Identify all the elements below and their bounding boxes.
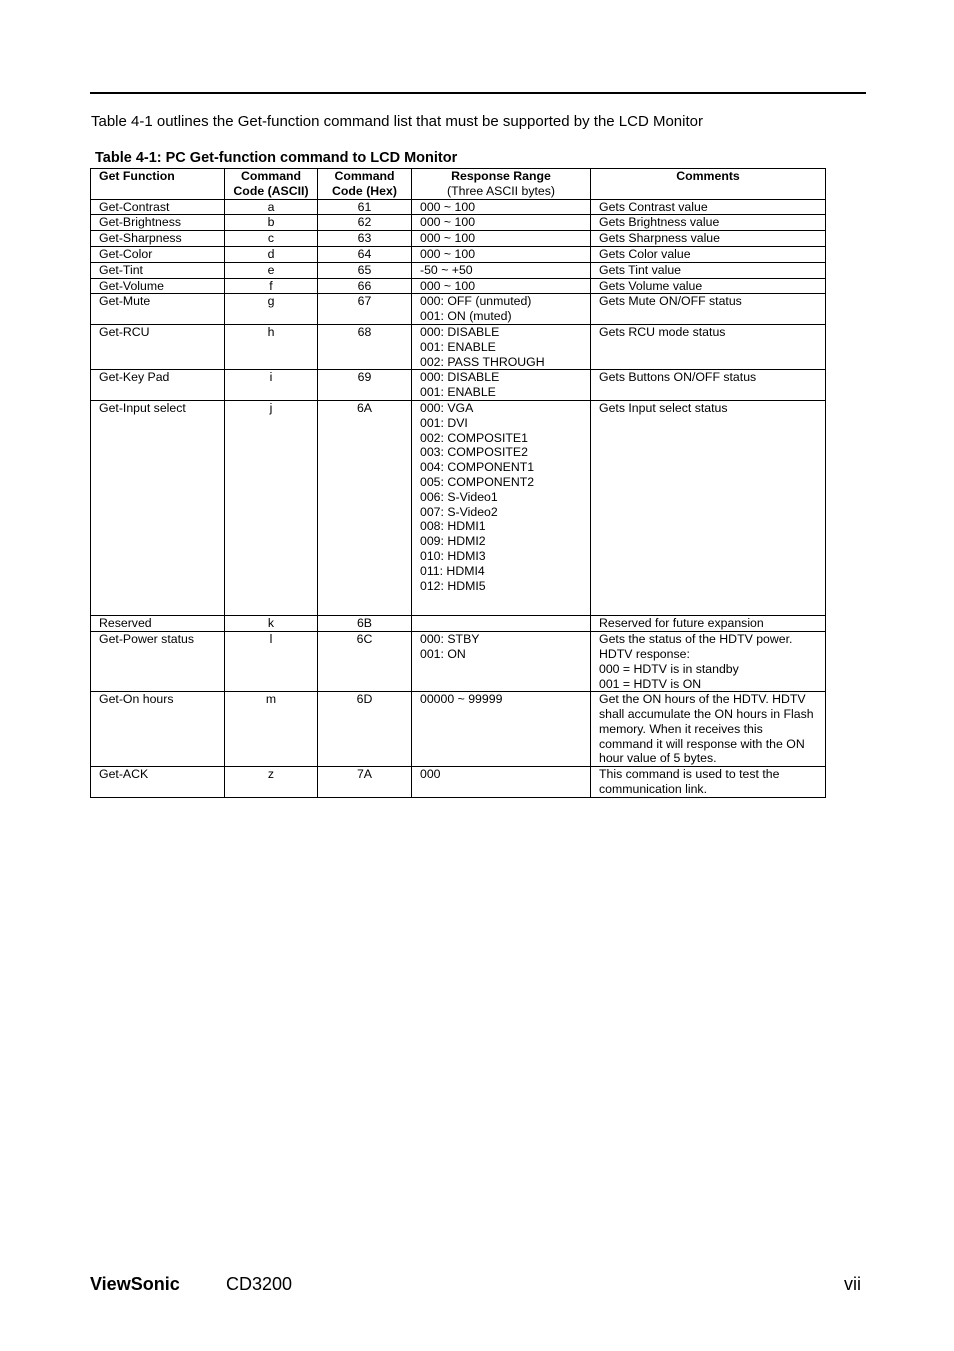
header-command-hex: Command Code (Hex) <box>318 169 412 200</box>
table-row <box>91 632 826 692</box>
cell-function: Get-Key Pad <box>91 370 225 401</box>
cell-ascii-code: b <box>225 215 318 231</box>
cell-ascii-code: l <box>225 632 318 692</box>
cell-response-range: 00000 ~ 99999 <box>412 692 591 767</box>
footer-page-number: vii <box>844 1274 861 1294</box>
cell-response-range: 000: VGA 001: DVI 002: COMPOSITE1 003: COMPOSITE2 004: COMPONENT1 005: COMPONENT2 006: S-Video1 007: S-Video2 008: HDMI1 009: HDMI2 010: HDMI3 011: HDMI4 012: HDMI5 <box>412 400 591 615</box>
header-response-range: Response Range (Three ASCII bytes) <box>412 169 591 200</box>
cell-response-range: 000 ~ 100 <box>412 231 591 247</box>
cell-hex-code: 6B <box>318 616 412 632</box>
cell-ascii-code: d <box>225 246 318 262</box>
cell-comment: Gets Contrast value <box>591 199 826 215</box>
cell-ascii-code: i <box>225 370 318 401</box>
cell-response-range: -50 ~ +50 <box>412 262 591 278</box>
table-row <box>91 199 826 215</box>
table-row <box>91 324 826 369</box>
cell-function: Get-Input select <box>91 400 225 615</box>
table-caption: Table 4-1: PC Get-function command to LCD Monitor <box>95 150 458 166</box>
cell-comment: Gets Color value <box>591 246 826 262</box>
cell-response-range <box>412 616 591 632</box>
cell-ascii-code: z <box>225 767 318 798</box>
table-row <box>91 400 826 615</box>
cell-hex-code: 64 <box>318 246 412 262</box>
cell-ascii-code: e <box>225 262 318 278</box>
cell-ascii-code: k <box>225 616 318 632</box>
cell-hex-code: 68 <box>318 324 412 369</box>
cell-comment: Reserved for future expansion <box>591 616 826 632</box>
cell-ascii-code: h <box>225 324 318 369</box>
cell-comment: Gets Volume value <box>591 278 826 294</box>
cell-comment: Gets Brightness value <box>591 215 826 231</box>
cell-response-range: 000: OFF (unmuted) 001: ON (muted) <box>412 294 591 325</box>
table-row <box>91 246 826 262</box>
header-comments: Comments <box>591 169 826 200</box>
header-rule <box>90 92 866 94</box>
cell-comment: Gets Input select status <box>591 400 826 615</box>
cell-ascii-code: j <box>225 400 318 615</box>
cell-response-range: 000: DISABLE 001: ENABLE <box>412 370 591 401</box>
cell-hex-code: 61 <box>318 199 412 215</box>
cell-hex-code: 69 <box>318 370 412 401</box>
cell-response-range: 000 ~ 100 <box>412 278 591 294</box>
cell-hex-code: 6A <box>318 400 412 615</box>
cell-hex-code: 66 <box>318 278 412 294</box>
cell-hex-code: 63 <box>318 231 412 247</box>
table-header-row <box>91 169 826 200</box>
cell-response-range: 000 ~ 100 <box>412 246 591 262</box>
cell-function: Get-Sharpness <box>91 231 225 247</box>
cell-function: Get-Power status <box>91 632 225 692</box>
cell-response-range: 000: DISABLE 001: ENABLE 002: PASS THROUGH <box>412 324 591 369</box>
cell-comment: Gets Mute ON/OFF status <box>591 294 826 325</box>
cell-ascii-code: g <box>225 294 318 325</box>
cell-response-range: 000 ~ 100 <box>412 215 591 231</box>
table-row <box>91 215 826 231</box>
table-row <box>91 278 826 294</box>
cell-function: Get-Brightness <box>91 215 225 231</box>
cell-ascii-code: c <box>225 231 318 247</box>
cell-function: Get-Volume <box>91 278 225 294</box>
cell-function: Get-RCU <box>91 324 225 369</box>
cell-comment: Gets the status of the HDTV power. HDTV response: 000 = HDTV is in standby 001 = HDTV is ON <box>591 632 826 692</box>
get-function-table <box>90 168 826 798</box>
cell-function: Get-ACK <box>91 767 225 798</box>
cell-comment: Get the ON hours of the HDTV. HDTV shall accumulate the ON hours in Flash memory. When it receives this command it will response with the ON hour value of 5 bytes. <box>591 692 826 767</box>
cell-response-range: 000 <box>412 767 591 798</box>
cell-response-range: 000: STBY 001: ON <box>412 632 591 692</box>
header-get-function: Get Function <box>91 169 225 200</box>
cell-hex-code: 65 <box>318 262 412 278</box>
footer-brand: ViewSonic <box>90 1274 180 1294</box>
table-row <box>91 692 826 767</box>
cell-function: Get-Tint <box>91 262 225 278</box>
cell-ascii-code: m <box>225 692 318 767</box>
cell-function: Get-On hours <box>91 692 225 767</box>
table-row <box>91 370 826 401</box>
table-row <box>91 262 826 278</box>
cell-hex-code: 67 <box>318 294 412 325</box>
cell-comment: Gets RCU mode status <box>591 324 826 369</box>
footer-model: CD3200 <box>226 1274 293 1294</box>
cell-function: Reserved <box>91 616 225 632</box>
cell-function: Get-Mute <box>91 294 225 325</box>
cell-comment: This command is used to test the communication link. <box>591 767 826 798</box>
table-row <box>91 616 826 632</box>
cell-comment: Gets Buttons ON/OFF status <box>591 370 826 401</box>
cell-hex-code: 6C <box>318 632 412 692</box>
cell-comment: Gets Tint value <box>591 262 826 278</box>
table-row <box>91 294 826 325</box>
cell-hex-code: 6D <box>318 692 412 767</box>
intro-paragraph: Table 4-1 outlines the Get-function command list that must be supported by the LCD Monitor <box>91 113 703 130</box>
cell-function: Get-Contrast <box>91 199 225 215</box>
cell-hex-code: 7A <box>318 767 412 798</box>
header-command-ascii: Command Code (ASCII) <box>225 169 318 200</box>
cell-hex-code: 62 <box>318 215 412 231</box>
cell-function: Get-Color <box>91 246 225 262</box>
table-row <box>91 767 826 798</box>
cell-ascii-code: f <box>225 278 318 294</box>
cell-comment: Gets Sharpness value <box>591 231 826 247</box>
table-row <box>91 231 826 247</box>
cell-response-range: 000 ~ 100 <box>412 199 591 215</box>
cell-ascii-code: a <box>225 199 318 215</box>
